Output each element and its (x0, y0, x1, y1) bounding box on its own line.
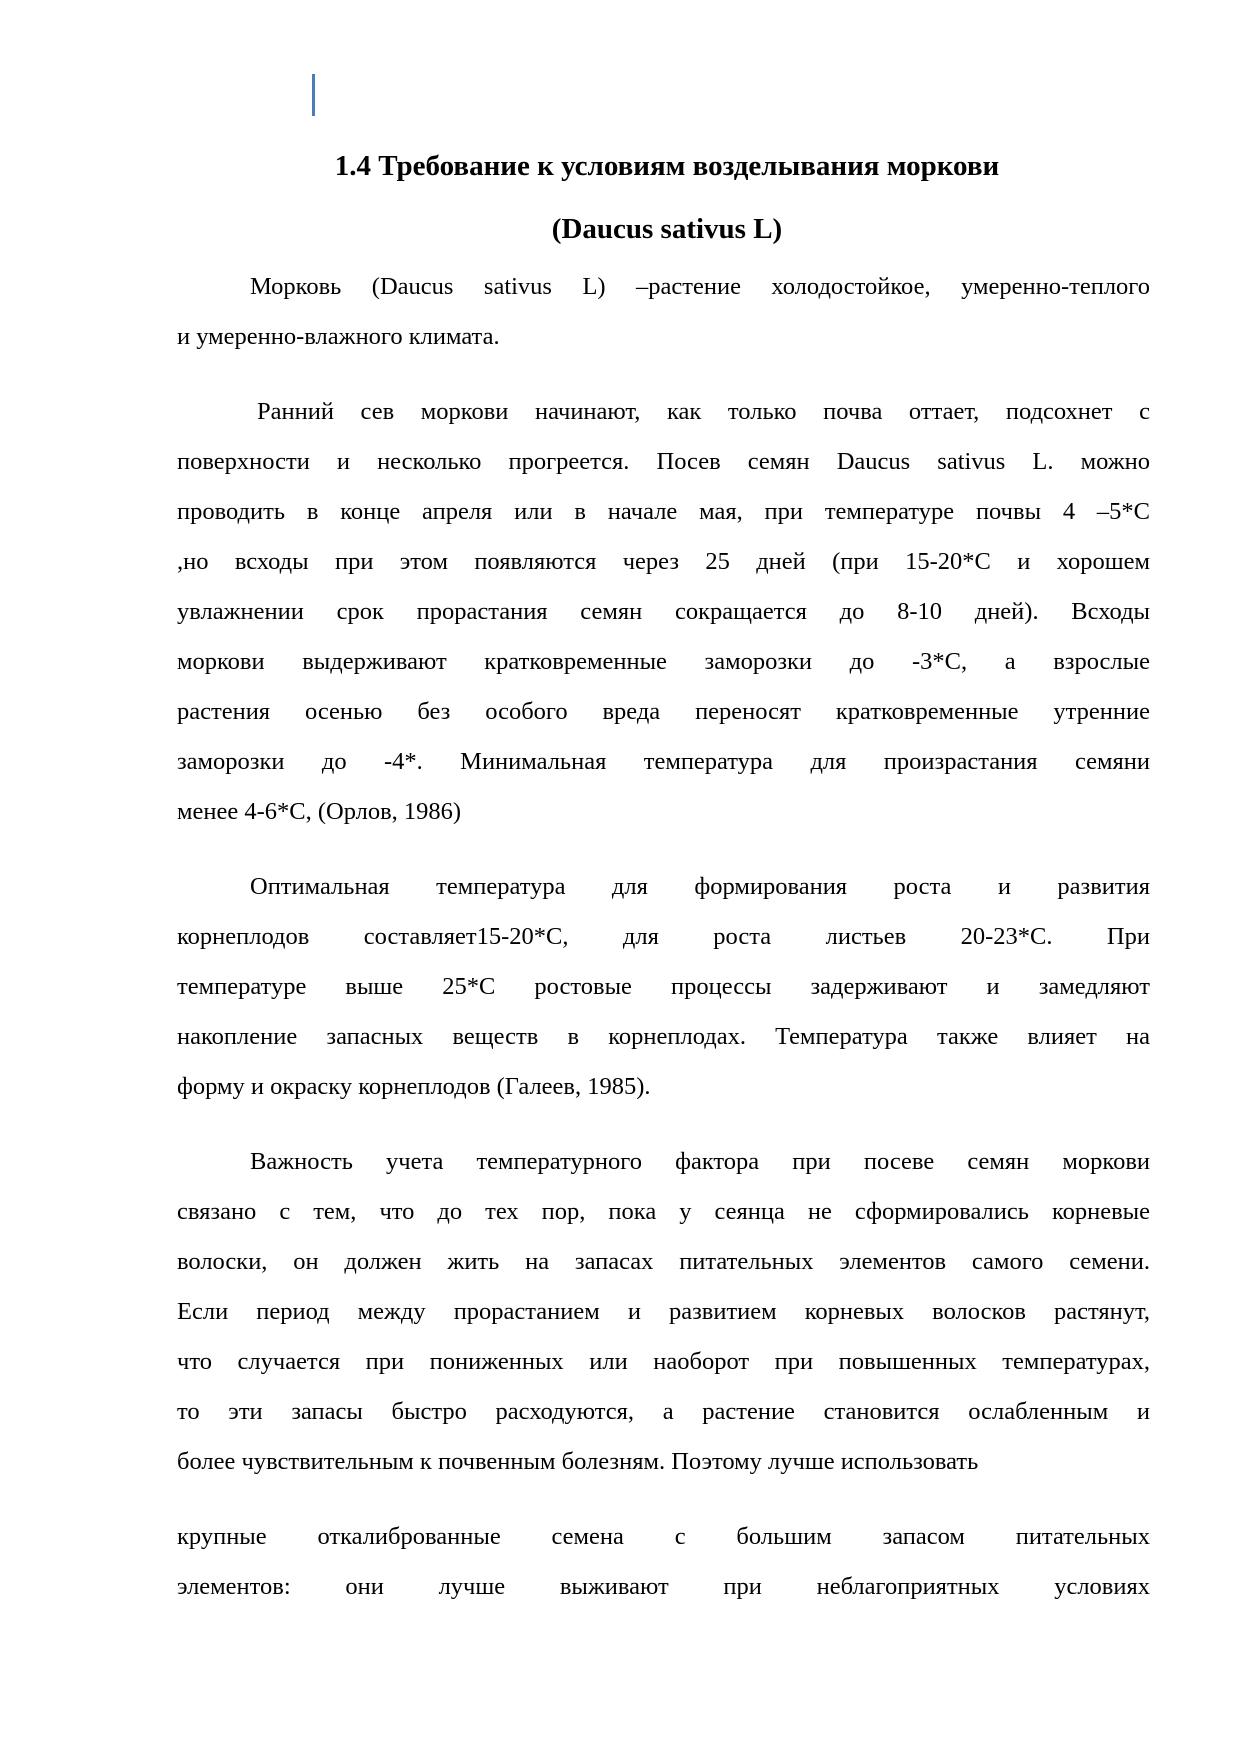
text-line: Ранний сев моркови начинают, как только почва оттает, подсохнет с (257, 398, 1150, 425)
text-line: заморозки до -4*. Минимальная температура для произрастания семяни (177, 748, 1150, 775)
text-line: крупные откалиброванные семена с большим запасом питательных (177, 1523, 1150, 1550)
text-line: увлажнении срок прорастания семян сокращается до 8-10 дней). Всходы (177, 598, 1150, 625)
text-line: ,но всходы при этом появляются через 25 дней (при 15-20*С и хорошем (177, 548, 1150, 575)
text-line: поверхности и несколько прогреется. Посев семян Daucus sativus L. можно (177, 448, 1150, 475)
text-line: Если период между прорастанием и развитием корневых волосков растянут, (177, 1298, 1150, 1325)
text-line: волоски, он должен жить на запасах питательных элементов самого семени. (177, 1248, 1150, 1275)
text-line: то эти запасы быстро расходуются, а растение становится ослабленным и (177, 1398, 1150, 1425)
text-line: проводить в конце апреля или в начале мая, при температуре почвы 4 –5*С (177, 498, 1150, 525)
text-line: более чувствительным к почвенным болезням. Поэтому лучше использовать (177, 1448, 979, 1475)
text-line: Важность учета температурного фактора при посеве семян моркови (250, 1148, 1150, 1175)
section-heading-line-2: (Daucus sativus L) (551, 213, 783, 245)
text-line: корнеплодов составляет15-20*С, для роста листьев 20-23*С. При (177, 923, 1150, 950)
text-line: температуре выше 25*С ростовые процессы задерживают и замедляют (177, 973, 1150, 1000)
text-line: элементов: они лучше выживают при неблагоприятных условиях (177, 1573, 1150, 1600)
text-line: форму и окраску корнеплодов (Галеев, 1985). (177, 1073, 651, 1100)
text-line: моркови выдерживают кратковременные заморозки до -3*С, а взрослые (177, 648, 1150, 675)
text-line: растения осенью без особого вреда переносят кратковременные утренние (177, 698, 1150, 725)
text-line: что случается при пониженных или наоборот при повышенных температурах, (177, 1348, 1150, 1375)
text-line: связано с тем, что до тех пор, пока у сеянца не сформировались корневые (177, 1198, 1150, 1225)
section-heading-line-1: 1.4 Требование к условиям возделывания моркови (334, 150, 1000, 182)
text-line: Морковь (Daucus sativus L) –растение холодостойкое, умеренно-теплого (250, 273, 1150, 300)
text-line: накопление запасных веществ в корнеплодах. Температура также влияет на (177, 1023, 1150, 1050)
text-line: Оптимальная температура для формирования роста и развития (250, 873, 1150, 900)
text-cursor (312, 74, 315, 116)
text-line: и умеренно-влажного климата. (177, 323, 500, 350)
text-line: менее 4-6*С, (Орлов, 1986) (177, 798, 462, 825)
